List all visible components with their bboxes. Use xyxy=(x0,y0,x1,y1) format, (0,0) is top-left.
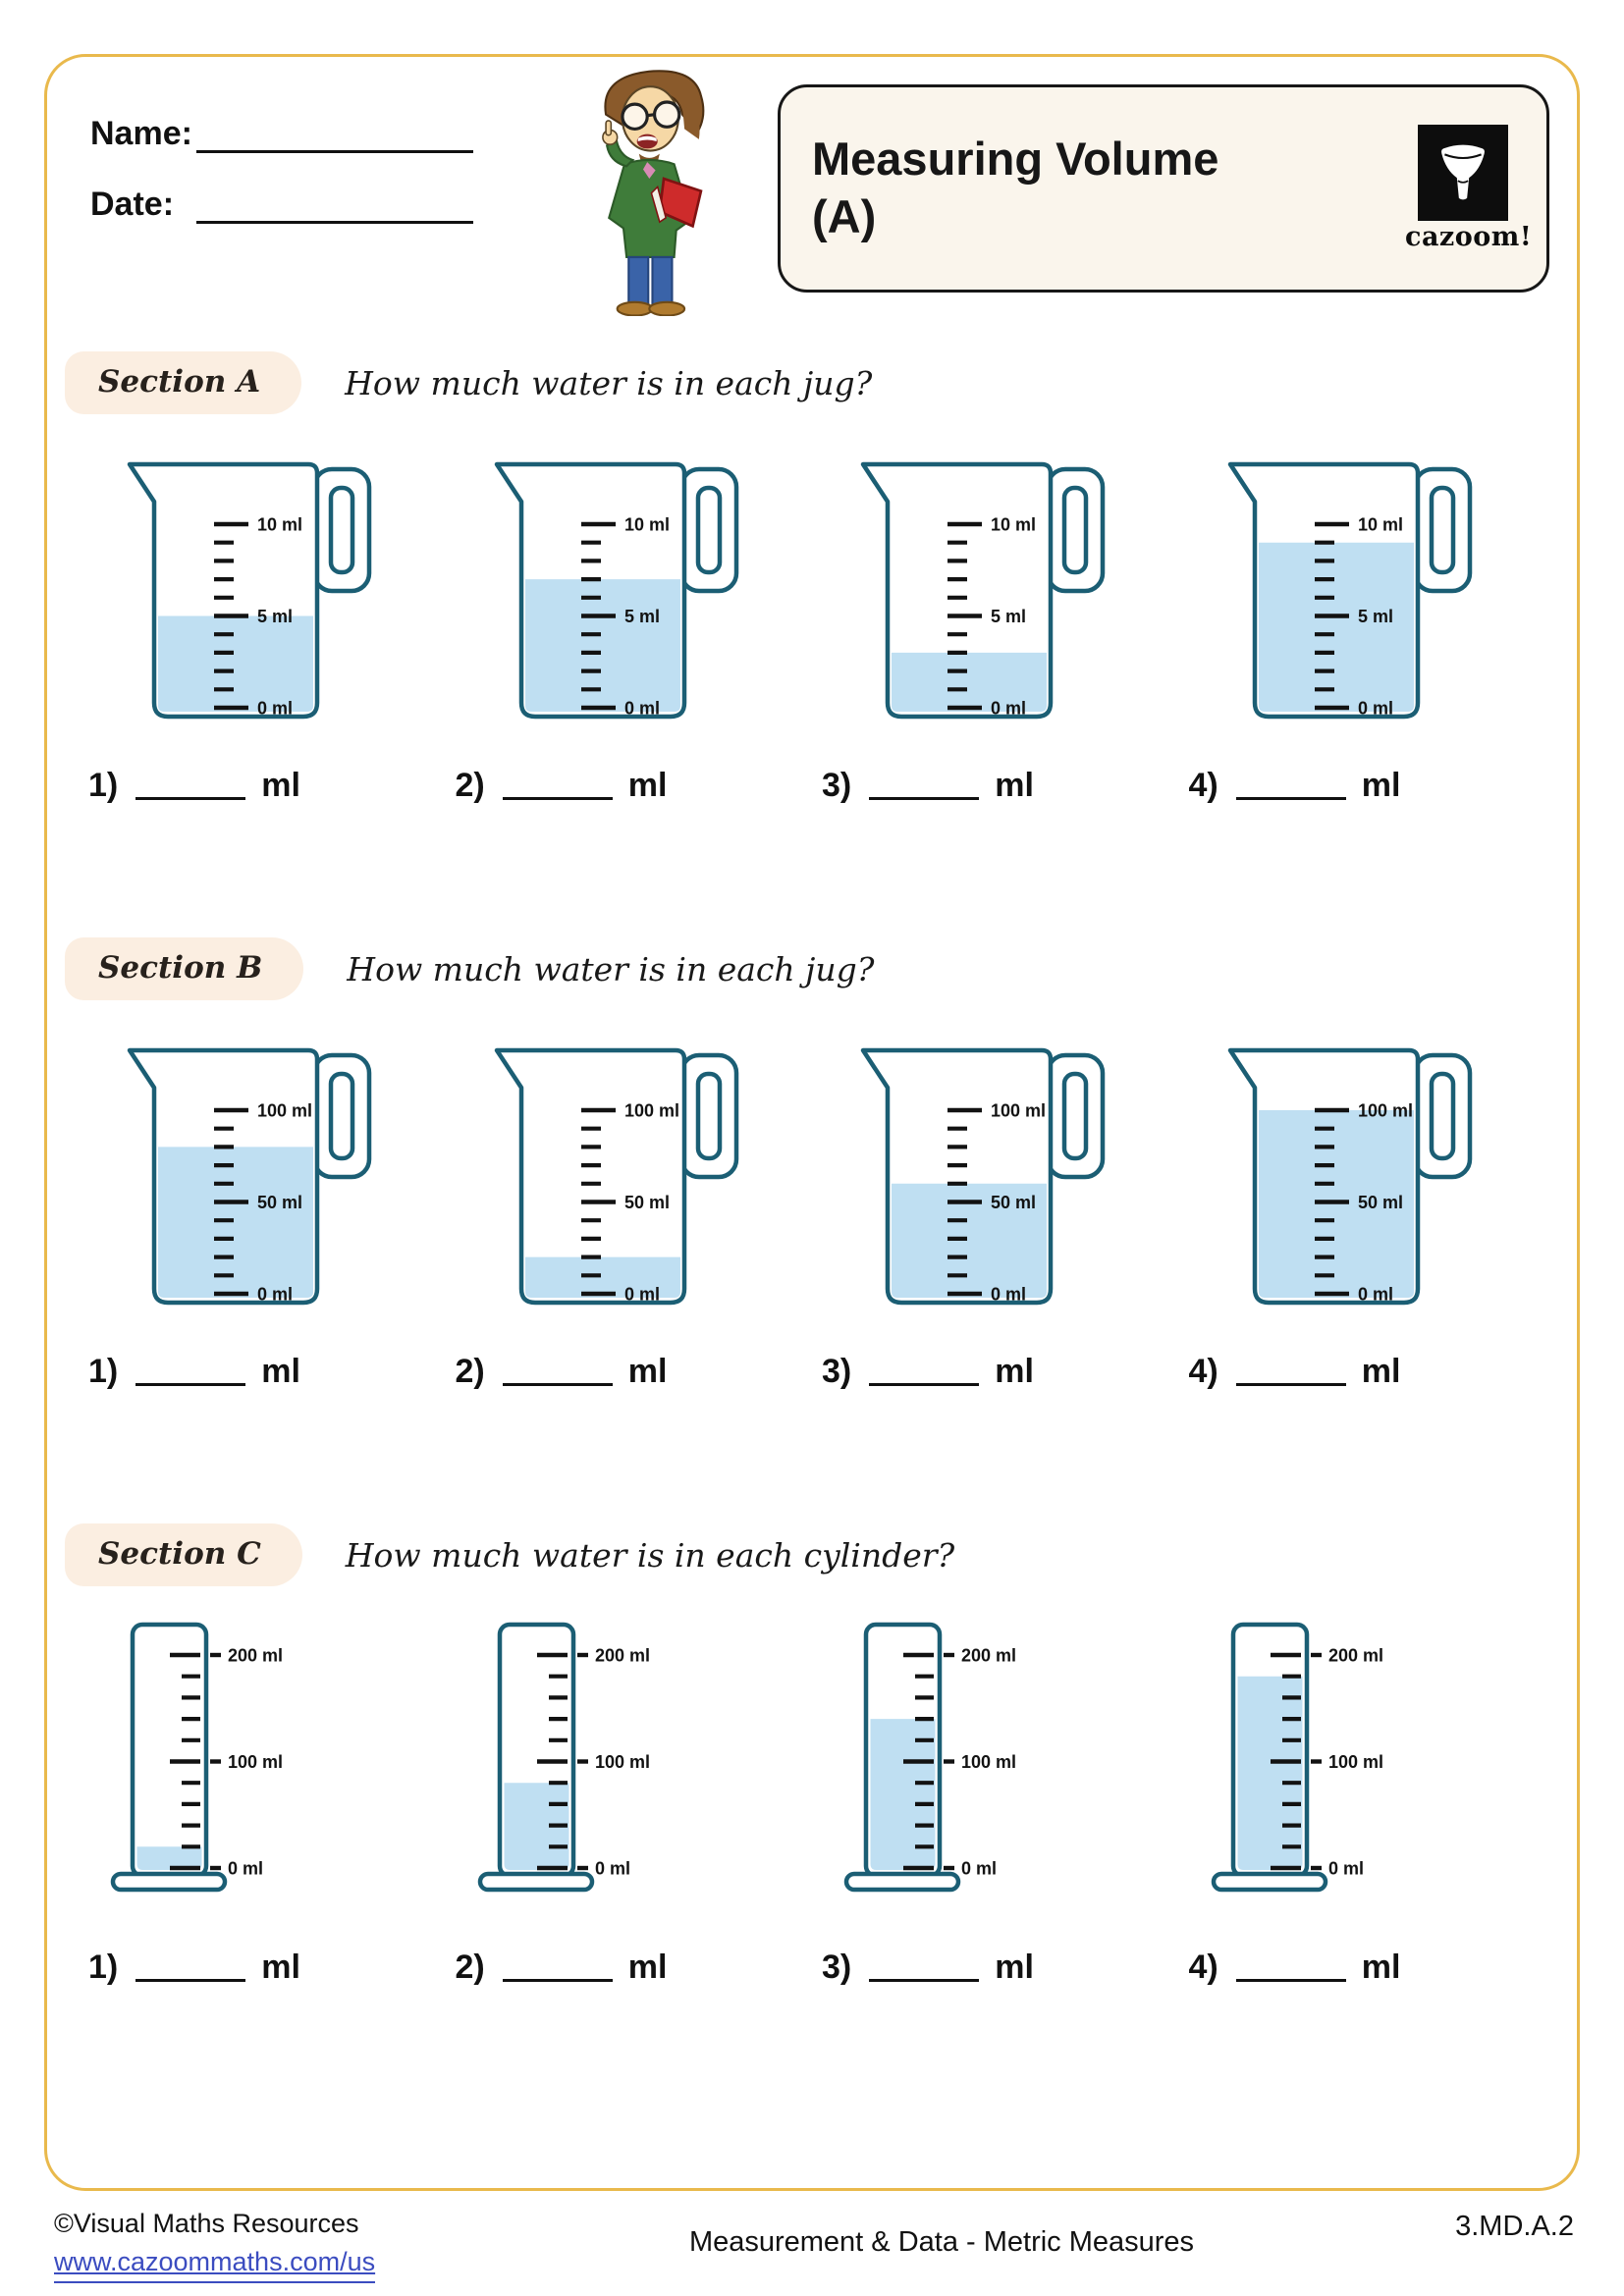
scale-label: 100 ml xyxy=(623,1100,679,1121)
answer-unit: ml xyxy=(1361,767,1401,804)
jug-cell-A3 xyxy=(822,440,1189,729)
scale-label: 200 ml xyxy=(961,1645,1017,1666)
name-row xyxy=(90,102,483,153)
jug-illustration-B4 xyxy=(1189,1026,1474,1310)
date-label: Date: xyxy=(90,186,175,223)
scale-label: 200 ml xyxy=(228,1645,284,1666)
jug-illustration-B3 xyxy=(822,1026,1107,1310)
standard-code: 3.MD.A.2 xyxy=(1455,2211,1574,2242)
jug-illustration-A4 xyxy=(1189,440,1474,724)
answer-unit: ml xyxy=(995,1353,1034,1390)
vessel-row-B xyxy=(88,1026,1555,1315)
answer-blank-C4[interactable] xyxy=(1236,1953,1346,1982)
header xyxy=(90,63,1549,316)
scale-label: 200 ml xyxy=(1327,1645,1383,1666)
cylinder-base xyxy=(846,1874,958,1890)
jug-cell-A2 xyxy=(456,440,823,729)
scale-label: 5 ml xyxy=(623,607,660,626)
scale-label: 0 ml xyxy=(961,1858,998,1879)
answer-unit: ml xyxy=(1361,1353,1401,1390)
answer-row-C xyxy=(88,1949,1555,1987)
scale-label: 100 ml xyxy=(594,1752,650,1772)
jug-cell-B3 xyxy=(822,1026,1189,1315)
section-pill-B: Section B xyxy=(65,937,303,1000)
cylinder-cell-C4 xyxy=(1189,1612,1556,1911)
title-box xyxy=(778,84,1549,293)
scale-label: 100 ml xyxy=(257,1100,313,1121)
scale-label: 0 ml xyxy=(991,1284,1027,1305)
scale-label: 0 ml xyxy=(623,1284,660,1305)
date-input-line[interactable] xyxy=(196,182,473,224)
jug-cell-B2 xyxy=(456,1026,823,1315)
jug-cell-B4 xyxy=(1189,1026,1556,1315)
answer-item-B1 xyxy=(88,1353,456,1391)
cylinder-cell-C1 xyxy=(88,1612,456,1911)
jug-handle-inner xyxy=(698,1074,720,1158)
answer-unit: ml xyxy=(995,1949,1034,1986)
cylinder-cell-C3 xyxy=(822,1612,1189,1911)
scale-label: 50 ml xyxy=(623,1193,670,1212)
section-pill-A: Section A xyxy=(65,351,301,414)
footer-topic-text: Measurement & Data - Metric Measures xyxy=(688,2226,1195,2258)
footer-left xyxy=(54,2205,476,2283)
answer-unit: ml xyxy=(261,1949,300,1986)
water-fill xyxy=(1259,543,1414,712)
scale-label: 0 ml xyxy=(991,698,1027,719)
scale-label: 50 ml xyxy=(1357,1193,1403,1212)
jug-handle-inner xyxy=(698,488,720,572)
answer-row-A xyxy=(88,767,1555,805)
scale-label: 50 ml xyxy=(257,1193,303,1212)
footer xyxy=(54,2205,1574,2283)
answer-unit: ml xyxy=(995,767,1034,804)
section-pill-C: Section C xyxy=(65,1523,302,1586)
scale-label: 0 ml xyxy=(257,698,294,719)
water-fill xyxy=(525,579,680,712)
scale-label: 100 ml xyxy=(961,1752,1017,1772)
answer-item-A2 xyxy=(456,767,823,805)
answer-blank-A4[interactable] xyxy=(1236,772,1346,800)
copyright-text: ©Visual Maths Resources xyxy=(54,2209,359,2238)
teacher-cartoon-illustration xyxy=(573,63,752,316)
answer-number: 4) xyxy=(1188,767,1218,804)
answer-item-C1 xyxy=(88,1949,456,1987)
answer-blank-B2[interactable] xyxy=(503,1358,613,1386)
jug-illustration-B2 xyxy=(456,1026,740,1310)
section-prompt: How much water is in each cylinder? xyxy=(345,1535,955,1575)
cylinder-illustration-C3 xyxy=(843,1612,1109,1906)
answer-row-B xyxy=(88,1353,1555,1391)
answer-blank-C2[interactable] xyxy=(503,1953,613,1982)
jug-cell-B1 xyxy=(88,1026,456,1315)
answer-item-B4 xyxy=(1189,1353,1556,1391)
answer-number: 2) xyxy=(455,1353,485,1390)
jug-illustration-B1 xyxy=(88,1026,373,1310)
jug-illustration-A1 xyxy=(88,440,373,724)
jug-handle-inner xyxy=(331,488,352,572)
answer-blank-B3[interactable] xyxy=(869,1358,979,1386)
answer-number: 3) xyxy=(822,1353,852,1390)
section-header xyxy=(65,937,1559,1000)
cylinder-illustration-C4 xyxy=(1211,1612,1476,1906)
scale-label: 100 ml xyxy=(991,1100,1047,1121)
name-label: Name: xyxy=(90,115,192,152)
answer-item-A4 xyxy=(1189,767,1556,805)
answer-number: 3) xyxy=(822,1949,852,1986)
jug-cell-A1 xyxy=(88,440,456,729)
scale-label: 0 ml xyxy=(257,1284,294,1305)
answer-number: 2) xyxy=(455,767,485,804)
cazoom-logo-text: cazoom! xyxy=(1405,222,1533,252)
worksheet-frame xyxy=(44,54,1580,2191)
cylinder-cell-C2 xyxy=(456,1612,823,1911)
scale-label: 10 ml xyxy=(623,514,670,535)
scale-label: 100 ml xyxy=(228,1752,284,1772)
page-title-line1: Measuring Volume xyxy=(812,133,1219,186)
scale-label: 10 ml xyxy=(1357,514,1403,535)
answer-item-C4 xyxy=(1189,1949,1556,1987)
scale-label: 5 ml xyxy=(991,607,1027,626)
answer-item-A1 xyxy=(88,767,456,805)
answer-blank-B1[interactable] xyxy=(135,1358,245,1386)
scale-label: 10 ml xyxy=(257,514,303,535)
scale-label: 100 ml xyxy=(1327,1752,1383,1772)
answer-blank-B4[interactable] xyxy=(1236,1358,1346,1386)
name-date-block xyxy=(90,102,483,243)
answer-number: 3) xyxy=(822,767,852,804)
page-title-line2: (A) xyxy=(812,190,877,242)
jug-cell-A4 xyxy=(1189,440,1556,729)
answer-item-B2 xyxy=(456,1353,823,1391)
scale-label: 5 ml xyxy=(1357,607,1393,626)
vessel-row-C xyxy=(88,1612,1555,1911)
cazoom-logo xyxy=(1405,125,1533,252)
answer-number: 4) xyxy=(1188,1353,1218,1390)
worksheet-section-A xyxy=(65,351,1559,805)
worksheet-section-B xyxy=(65,937,1559,1391)
answer-unit: ml xyxy=(627,767,668,804)
water-fill xyxy=(158,1147,313,1298)
answer-unit: ml xyxy=(261,1353,300,1390)
answer-item-C2 xyxy=(456,1949,823,1987)
scale-label: 0 ml xyxy=(1357,698,1393,719)
answer-item-C3 xyxy=(822,1949,1189,1987)
jug-handle-inner xyxy=(1064,1074,1086,1158)
answer-number: 1) xyxy=(88,1949,119,1986)
section-prompt: How much water is in each jug? xyxy=(347,949,875,988)
answer-blank-A2[interactable] xyxy=(503,772,613,800)
scale-label: 200 ml xyxy=(594,1645,650,1666)
scale-label: 0 ml xyxy=(1327,1858,1364,1879)
answer-blank-C3[interactable] xyxy=(869,1953,979,1982)
scale-label: 10 ml xyxy=(991,514,1037,535)
answer-unit: ml xyxy=(1361,1949,1401,1986)
answer-blank-C1[interactable] xyxy=(135,1953,245,1982)
answer-unit: ml xyxy=(627,1949,668,1986)
answer-number: 2) xyxy=(455,1949,485,1986)
section-header xyxy=(65,351,1559,414)
scale-label: 100 ml xyxy=(1357,1100,1413,1121)
scale-label: 0 ml xyxy=(623,698,660,719)
answer-number: 1) xyxy=(88,1353,119,1390)
cazoom-drum-icon xyxy=(1418,125,1508,221)
cylinder-base xyxy=(113,1874,225,1890)
answer-number: 1) xyxy=(88,767,119,804)
answer-unit: ml xyxy=(627,1353,668,1390)
page-title xyxy=(812,131,1405,246)
worksheet-section-C xyxy=(65,1523,1559,1987)
scale-label: 0 ml xyxy=(594,1858,630,1879)
website-link[interactable]: www.cazoommaths.com/us xyxy=(54,2243,375,2283)
date-row xyxy=(90,173,483,224)
jug-illustration-A3 xyxy=(822,440,1107,724)
cylinder-illustration-C1 xyxy=(110,1612,375,1906)
water-fill xyxy=(1237,1677,1302,1870)
water-fill xyxy=(158,616,313,713)
answer-blank-A3[interactable] xyxy=(869,772,979,800)
answer-blank-A1[interactable] xyxy=(135,772,245,800)
cylinder-body xyxy=(133,1625,206,1876)
cylinder-base xyxy=(480,1874,592,1890)
answer-unit: ml xyxy=(261,767,300,804)
scale-label: 5 ml xyxy=(257,607,294,626)
answer-item-A3 xyxy=(822,767,1189,805)
answer-number: 4) xyxy=(1188,1949,1218,1986)
jug-handle-inner xyxy=(1064,488,1086,572)
cylinder-base xyxy=(1214,1874,1326,1890)
cylinder-illustration-C2 xyxy=(477,1612,742,1906)
scale-label: 50 ml xyxy=(991,1193,1037,1212)
answer-item-B3 xyxy=(822,1353,1189,1391)
jug-illustration-A2 xyxy=(456,440,740,724)
jug-handle-inner xyxy=(1432,1074,1453,1158)
section-prompt: How much water is in each jug? xyxy=(345,363,873,402)
section-header xyxy=(65,1523,1559,1586)
sections xyxy=(65,351,1559,1987)
jug-handle-inner xyxy=(1432,488,1453,572)
scale-label: 0 ml xyxy=(1357,1284,1393,1305)
scale-label: 0 ml xyxy=(228,1858,264,1879)
vessel-row-A xyxy=(88,440,1555,729)
jug-handle-inner xyxy=(331,1074,352,1158)
name-input-line[interactable] xyxy=(196,111,473,153)
